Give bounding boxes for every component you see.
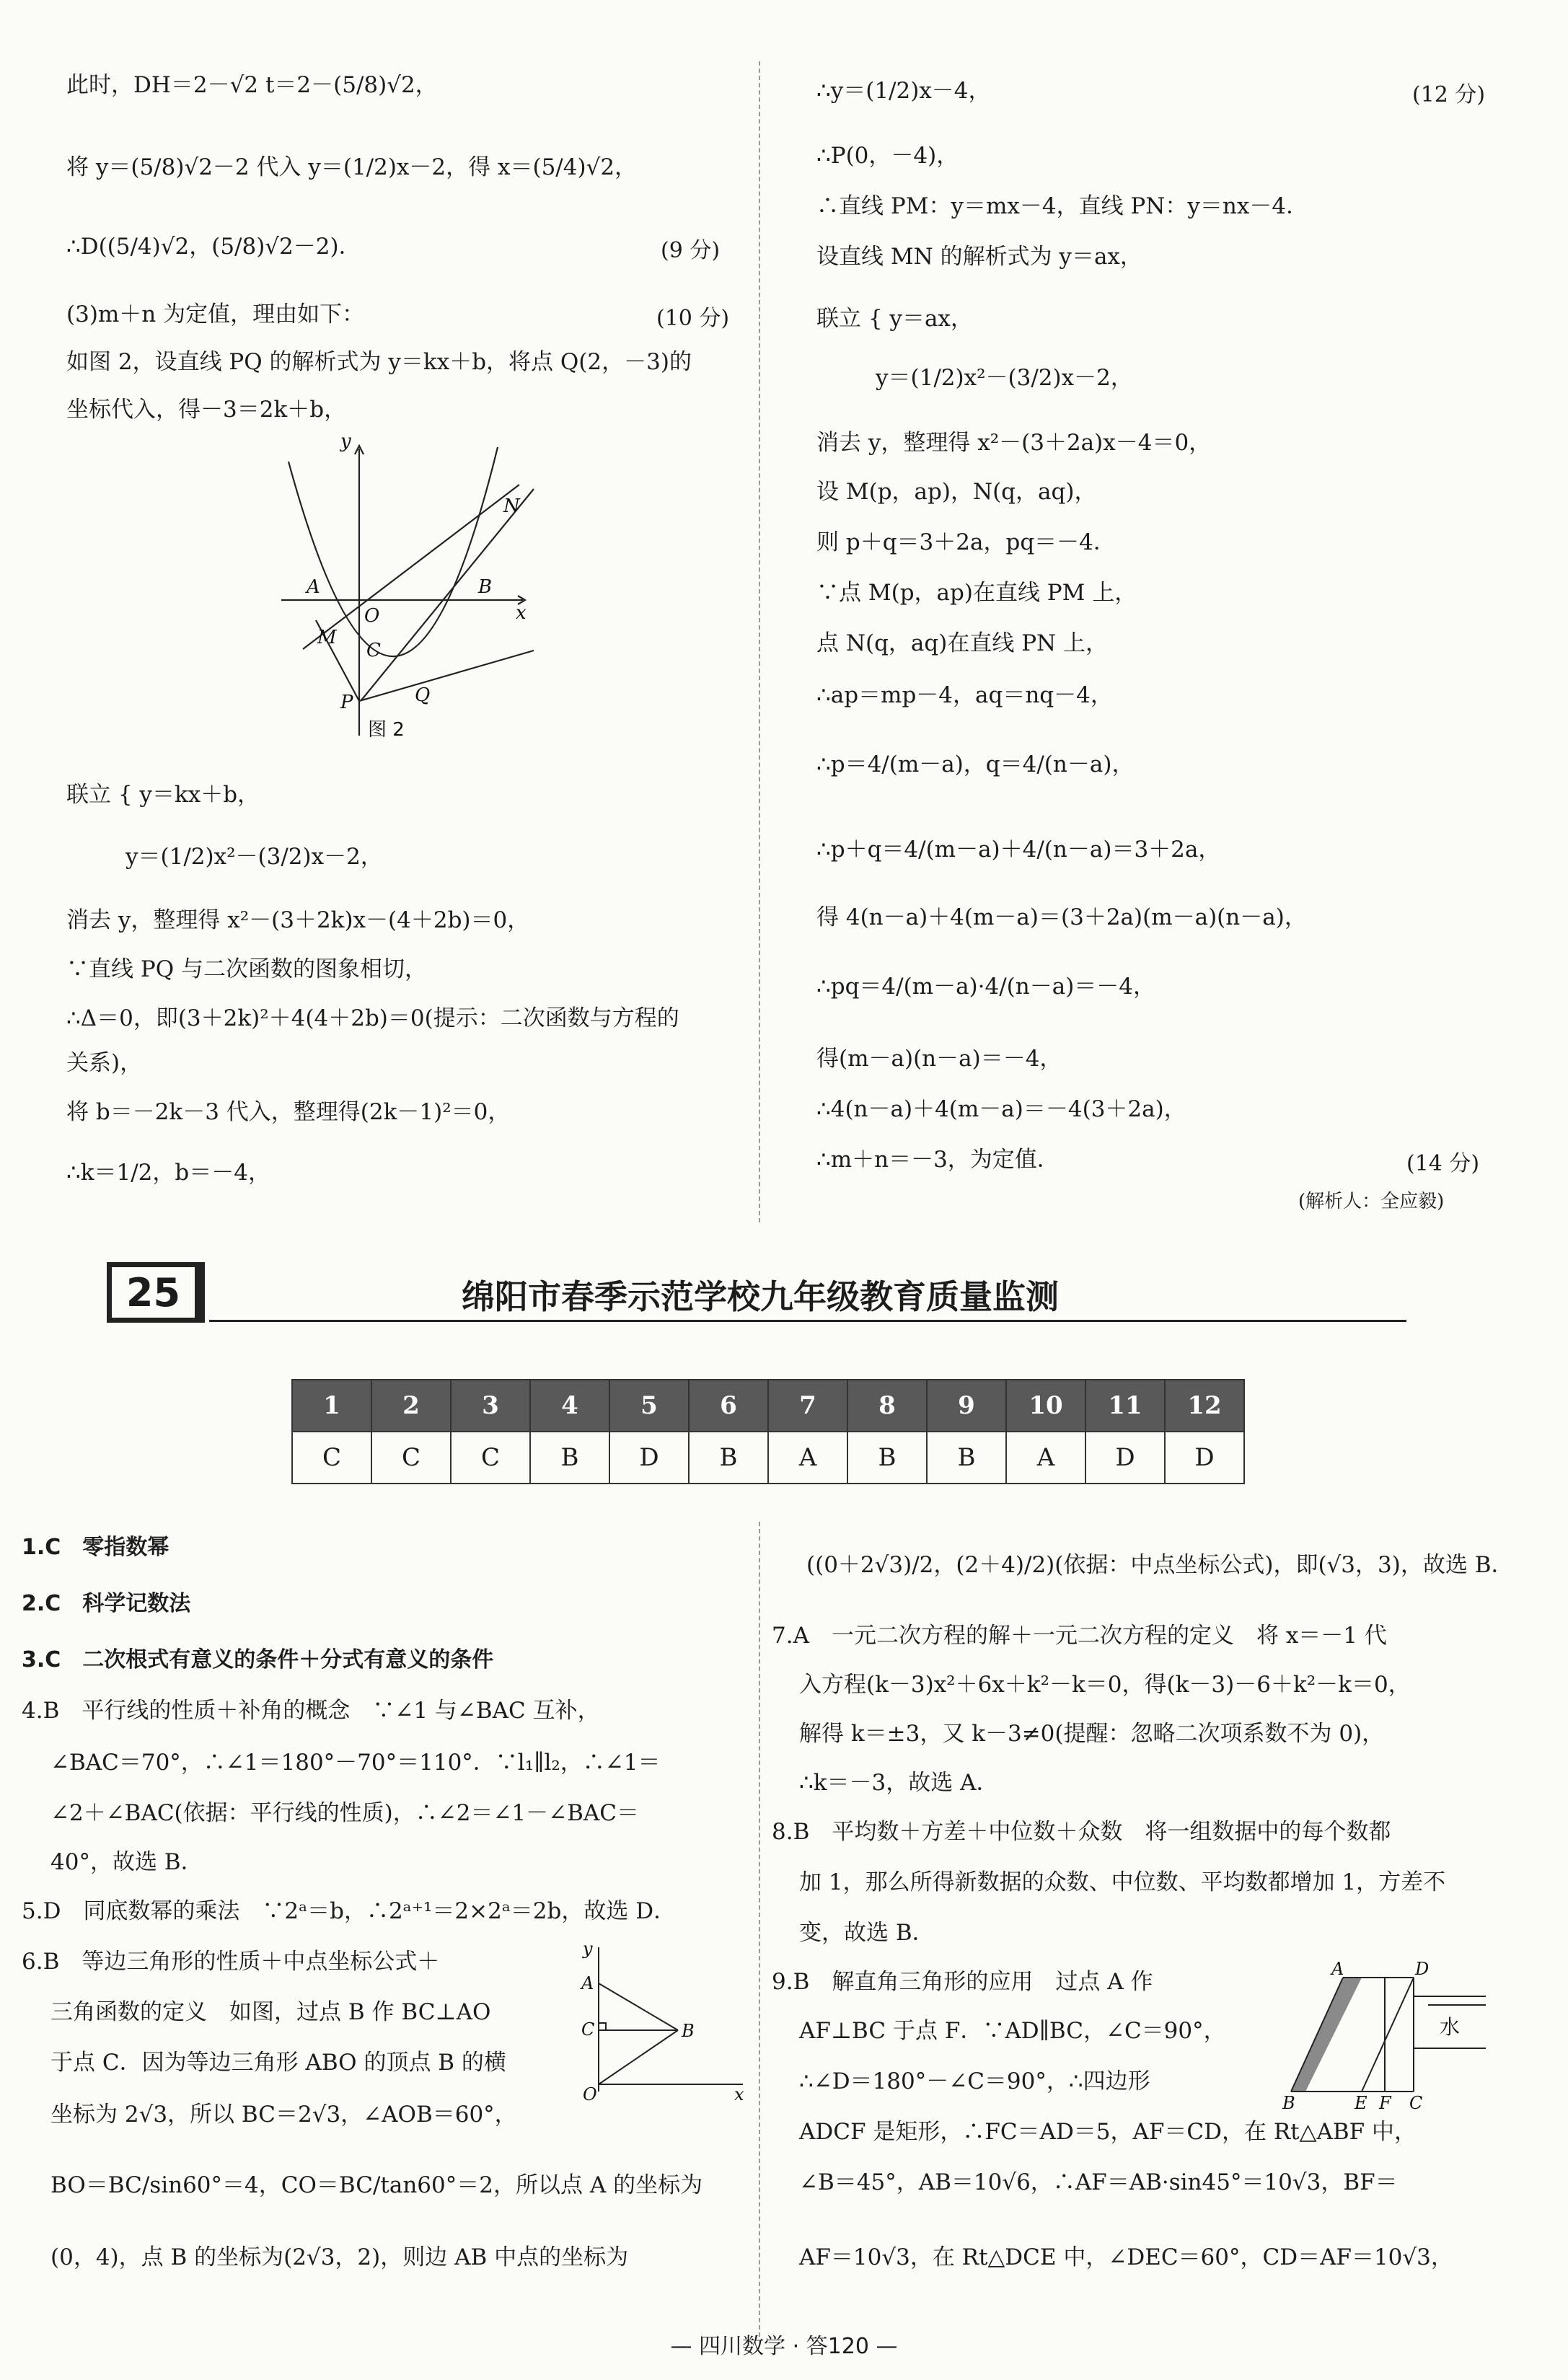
q9-label-f: F [1379,2093,1391,2113]
answer-item: 9.B 解直角三角形的应用 过点 A 作 [772,1969,1153,1995]
q9-label-b: B [1282,2093,1295,2113]
text-line: 解得 k＝±3，又 k－3≠0(提醒：忽略二次项系数不为 0)， [799,1721,1385,1747]
figure-q6 [570,1940,750,2106]
question-number: 3 [451,1380,530,1432]
fig2-label-n: N [503,495,520,517]
text-line: ∴Δ＝0，即(3＋2k)²＋4(4＋2b)＝0(提示：二次函数与方程的 [66,1005,679,1031]
text-line: 联立 { y＝ax， [816,306,973,332]
fig2-label-y: y [340,433,351,452]
figure-q9 [1277,1962,1493,2113]
line-mn [303,485,519,649]
answer-cell: B [689,1432,768,1484]
score-mark: (14 分) [1406,1151,1480,1176]
text-line: ∴ap＝mp－4，aq＝nq－4， [816,682,1113,708]
column-divider [759,61,760,1222]
q6-label-c: C [581,2019,595,2040]
q9-label-water: 水 [1440,2015,1461,2039]
text-line: 将 b＝－2k－3 代入，整理得(2k－1)²＝0， [66,1099,511,1125]
text-line: 设直线 MN 的解析式为 y＝ax， [816,244,1142,270]
section-number-box [107,1262,205,1323]
answer-cell: D [1165,1432,1244,1484]
question-number: 8 [847,1380,927,1432]
text-line: y＝(1/2)x²－(3/2)x－2， [876,365,1133,391]
text-line: 则 p＋q＝3＋2a，pq＝－4． [816,529,1116,555]
q9-segment-de [1362,1978,1414,2092]
answer-cell: A [768,1432,847,1484]
text-line: 设 M(p，ap)，N(q，aq)， [816,479,1097,505]
fig2-label-q: Q [415,684,431,706]
text-line: ∠BAC＝70°，∴∠1＝180°－70°＝110°．∵l₁∥l₂，∴∠1＝ [50,1750,661,1776]
text-line: ∴D((5/4)√2，(5/8)√2－2)． [66,234,361,260]
text-line: 40°，故选 B． [50,1849,203,1875]
answer-cell: D [609,1432,689,1484]
section-rule [209,1320,1406,1322]
fig2-label-c: C [366,640,381,661]
question-number: 11 [1085,1380,1165,1432]
text-line: ∵点 M(p，ap)在直线 PM 上， [816,580,1137,606]
page-footer: — 四川数学 · 答120 — [670,2334,898,2359]
question-number: 9 [927,1380,1006,1432]
text-line: 消去 y，整理得 x²－(3＋2k)x－(4＋2b)＝0， [66,907,530,933]
answer-cell: B [530,1432,609,1484]
text-line: ∴∠D＝180°－∠C＝90°，∴四边形 [799,2068,1150,2094]
question-number: 4 [530,1380,609,1432]
text-line: 得 4(n－a)＋4(m－a)＝(3＋2a)(m－a)(n－a)， [816,904,1307,930]
score-mark: (9 分) [661,238,721,263]
answer-item: 6.B 等边三角形的性质＋中点坐标公式＋ [22,1949,440,1975]
text-line: 将 y＝(5/8)√2－2 代入 y＝(1/2)x－2，得 x＝(5/4)√2， [66,154,638,180]
q6-label-a: A [581,1973,594,1993]
fig2-label-x: x [516,602,527,624]
text-line: ∴m＋n＝－3，为定值． [816,1147,1060,1173]
analyst-credit: (解析人：全应毅) [1298,1191,1445,1212]
answer-item: 8.B 平均数＋方差＋中位数＋众数 将一组数据中的每个数都 [772,1819,1391,1845]
q6-label-y: y [583,1940,593,1959]
answer-table-answer-row [292,1432,1244,1484]
answer-item: 4.B 平行线的性质＋补角的概念 ∵∠1 与∠BAC 互补， [22,1698,600,1724]
question-number: 2 [371,1380,451,1432]
text-line: 此时，DH＝2－√2 t＝2－(5/8)√2， [66,72,438,98]
text-line: 点 N(q，aq)在直线 PN 上， [816,630,1109,656]
text-line: 联立 { y＝kx＋b， [66,782,260,808]
q9-shaded-region [1291,1978,1362,2092]
text-line: 如图 2，设直线 PQ 的解析式为 y＝kx＋b，将点 Q(2，－3)的 [66,349,692,375]
text-line: 坐标代入，得－3＝2k＋b， [66,397,347,423]
question-number: 6 [689,1380,768,1432]
line-pn [361,489,534,701]
q6-side-ob [599,2030,678,2084]
text-line: 得(m－a)(n－a)＝－4， [816,1046,1062,1072]
text-line: 变，故选 B． [799,1920,935,1946]
column-divider-lower [759,1522,760,2337]
answer-table [291,1379,1245,1484]
text-line: ∠B＝45°，AB＝10√6，∴AF＝AB·sin45°＝10√3，BF＝ [799,2169,1398,2195]
q9-label-a: A [1331,1962,1344,1979]
q9-label-e: E [1355,2093,1367,2113]
text-line: BO＝BC/sin60°＝4，CO＝BC/tan60°＝2，所以点 A 的坐标为 [50,2172,703,2198]
question-number: 10 [1006,1380,1085,1432]
answer-item: 7.A 一元二次方程的解＋一元二次方程的定义 将 x＝－1 代 [772,1623,1387,1649]
answer-item: 2.C 科学记数法 [22,1591,191,1616]
q9-side-ab [1291,1978,1343,2092]
answer-cell: A [1006,1432,1085,1484]
fig2-caption: 图 2 [368,719,405,741]
text-line: ∴p＝4/(m－a)，q＝4/(n－a)， [816,752,1135,777]
text-line: ((0＋2√3)/2，(2＋4)/2)(依据：中点坐标公式)，即(√3，3)，故选 B． [806,1552,1514,1578]
q9-label-c: C [1409,2093,1423,2113]
text-line: 加 1，那么所得新数据的众数、中位数、平均数都增加 1，方差不 [799,1869,1446,1895]
answer-item: 5.D 同底数幂的乘法 ∵2ᵃ＝b，∴2ᵃ⁺¹＝2×2ᵃ＝2b，故选 D． [22,1898,677,1924]
text-line: 于点 C．因为等边三角形 ABO 的顶点 B 的横 [50,2050,506,2076]
q6-label-b: B [682,2021,695,2041]
answer-item: 1.C 零指数幂 [22,1535,169,1560]
q9-label-d: D [1415,1962,1430,1979]
answer-table-header-row [292,1380,1244,1432]
text-line: ∴pq＝4/(m－a)·4/(n－a)＝－4， [816,974,1156,1000]
score-mark: (10 分) [656,306,730,331]
answer-item: 3.C 二次根式有意义的条件＋分式有意义的条件 [22,1647,494,1672]
text-line: 坐标为 2√3，所以 BC＝2√3，∠AOB＝60°， [50,2102,517,2128]
parabola [289,447,498,656]
text-line: ∴k＝－3，故选 A． [799,1770,999,1796]
question-number: 5 [609,1380,689,1432]
text-line: ADCF 是矩形，∴FC＝AD＝5，AF＝CD，在 Rt△ABF 中， [799,2119,1417,2145]
text-line: 消去 y，整理得 x²－(3＋2a)x－4＝0， [816,430,1212,456]
answer-cell: B [927,1432,1006,1484]
section-number: 25 [125,1269,181,1315]
text-line: 三角函数的定义 如图，过点 B 作 BC⊥AO [50,1999,491,2025]
q6-label-o: O [583,2084,597,2104]
text-line: y＝(1/2)x²－(3/2)x－2， [125,844,383,870]
question-number: 1 [292,1380,371,1432]
answer-cell: C [451,1432,530,1484]
text-line: ∴y＝(1/2)x－4， [816,78,991,104]
text-line: AF⊥BC 于点 F．∵AD∥BC，∠C＝90°， [799,2018,1226,2044]
answer-cell: C [292,1432,371,1484]
answer-cell: C [371,1432,451,1484]
q6-label-x: x [734,2084,744,2104]
text-line: ∴P(0，－4)， [816,143,959,169]
text-line: ∵直线 PQ 与二次函数的图象相切， [66,956,427,982]
fig2-label-a: A [307,576,320,598]
text-line: 入方程(k－3)x²＋6x＋k²－k＝0，得(k－3)－6＋k²－k＝0， [799,1672,1411,1698]
text-line: AF＝10√3，在 Rt△DCE 中，∠DEC＝60°，CD＝AF＝10√3， [799,2244,1453,2270]
fig2-label-m: M [317,627,337,648]
fig2-label-b: B [478,576,493,598]
text-line: ∴p＋q＝4/(m－a)＋4/(n－a)＝3＋2a， [816,837,1221,863]
answer-cell: D [1085,1432,1165,1484]
text-line: ∠2＋∠BAC(依据：平行线的性质)，∴∠2＝∠1－∠BAC＝ [50,1800,640,1826]
text-line: 关系)， [66,1050,143,1076]
question-number: 12 [1165,1380,1244,1432]
fig2-label-p: P [340,692,353,713]
text-line: ∴4(n－a)＋4(m－a)＝－4(3＋2a)， [816,1096,1186,1122]
text-line: ∴直线 PM：y＝mx－4，直线 PN：y＝nx－4． [816,193,1309,219]
line-pq [359,651,534,701]
figure-2 [274,433,548,743]
fig2-label-o: O [364,605,380,627]
text-line: (0，4)，点 B 的坐标为(2√3，2)，则边 AB 中点的坐标为 [50,2244,629,2270]
text-line: ∴k＝1/2，b＝－4， [66,1160,270,1186]
q6-side-ab [599,1983,678,2030]
answer-cell: B [847,1432,927,1484]
section-title: 绵阳市春季示范学校九年级教育质量监测 [462,1277,1059,1316]
q6-right-angle [599,2023,606,2030]
score-mark: (12 分) [1412,82,1486,107]
question-number: 7 [768,1380,847,1432]
text-line: (3)m＋n 为定值，理由如下： [66,301,365,327]
